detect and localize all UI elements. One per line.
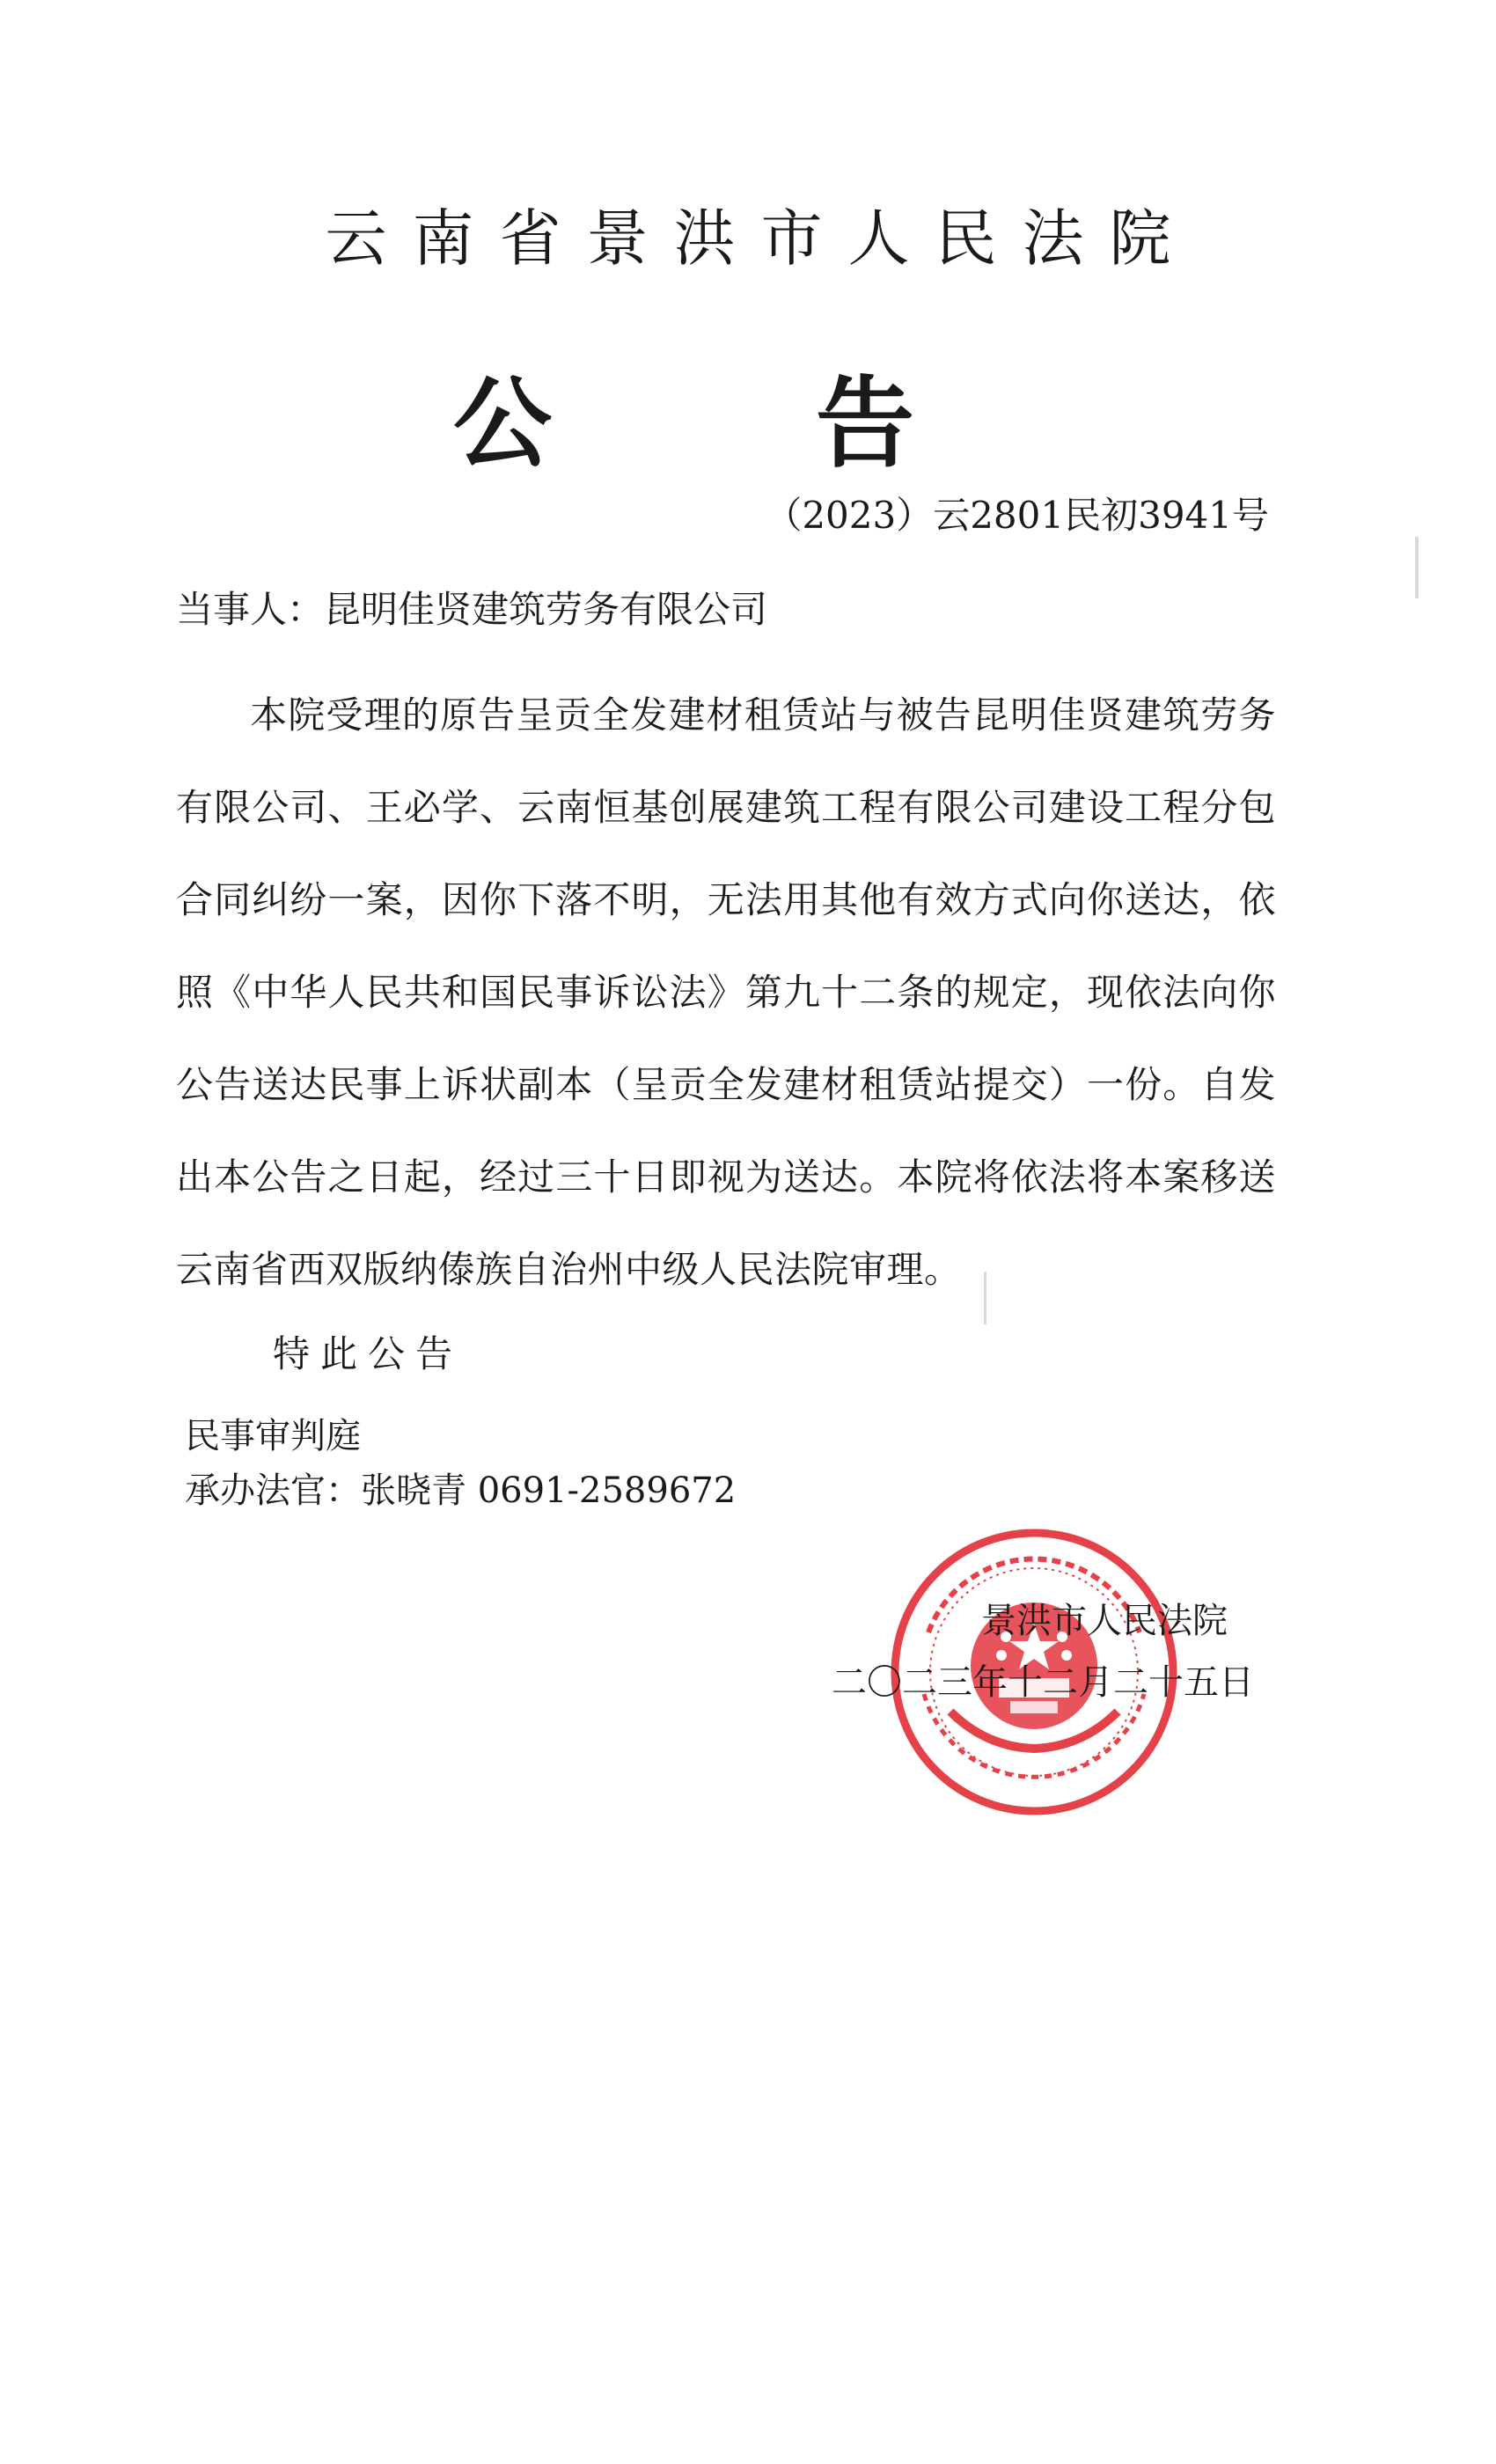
party-line: 当事人：昆明佳贤建筑劳务有限公司 [176,588,768,631]
division-name: 民事审判庭 [185,1416,361,1456]
case-number: （2023）云2801民初3941号 [765,494,1269,537]
scan-mark [1415,537,1419,598]
closing-phrase: 特此公告 [273,1332,464,1375]
document-title: 公告 [453,367,1178,481]
signature-court: 景洪市人民法院 [981,1601,1228,1641]
notice-body: 本院受理的原告呈贡全发建材租赁站与被告昆明佳贤建筑劳务有限公司、王必学、云南恒基创展建筑工程有限公司建设工程分包合同纠纷一案，因你下落不明，无法用其他有效方式向你送达，依照《中华人民共和国民事诉讼法》第九十二条的规定，现依法向你公告送达民事上诉状副本（呈贡全发建材租赁站提交）一份。自发出本公告之日起，经过三十日即视为送达。本院将依法将本案移送云南省西双版纳傣族自治州中级人民法院审理。 [176,693,1276,1291]
judge-contact: 承办法官：张晓青 0691-2589672 [185,1470,737,1511]
scan-mark [984,1272,986,1324]
court-name: 云南省景洪市人民法院 [325,202,1197,275]
signature-date: 二〇二三年十二月二十五日 [832,1662,1254,1703]
